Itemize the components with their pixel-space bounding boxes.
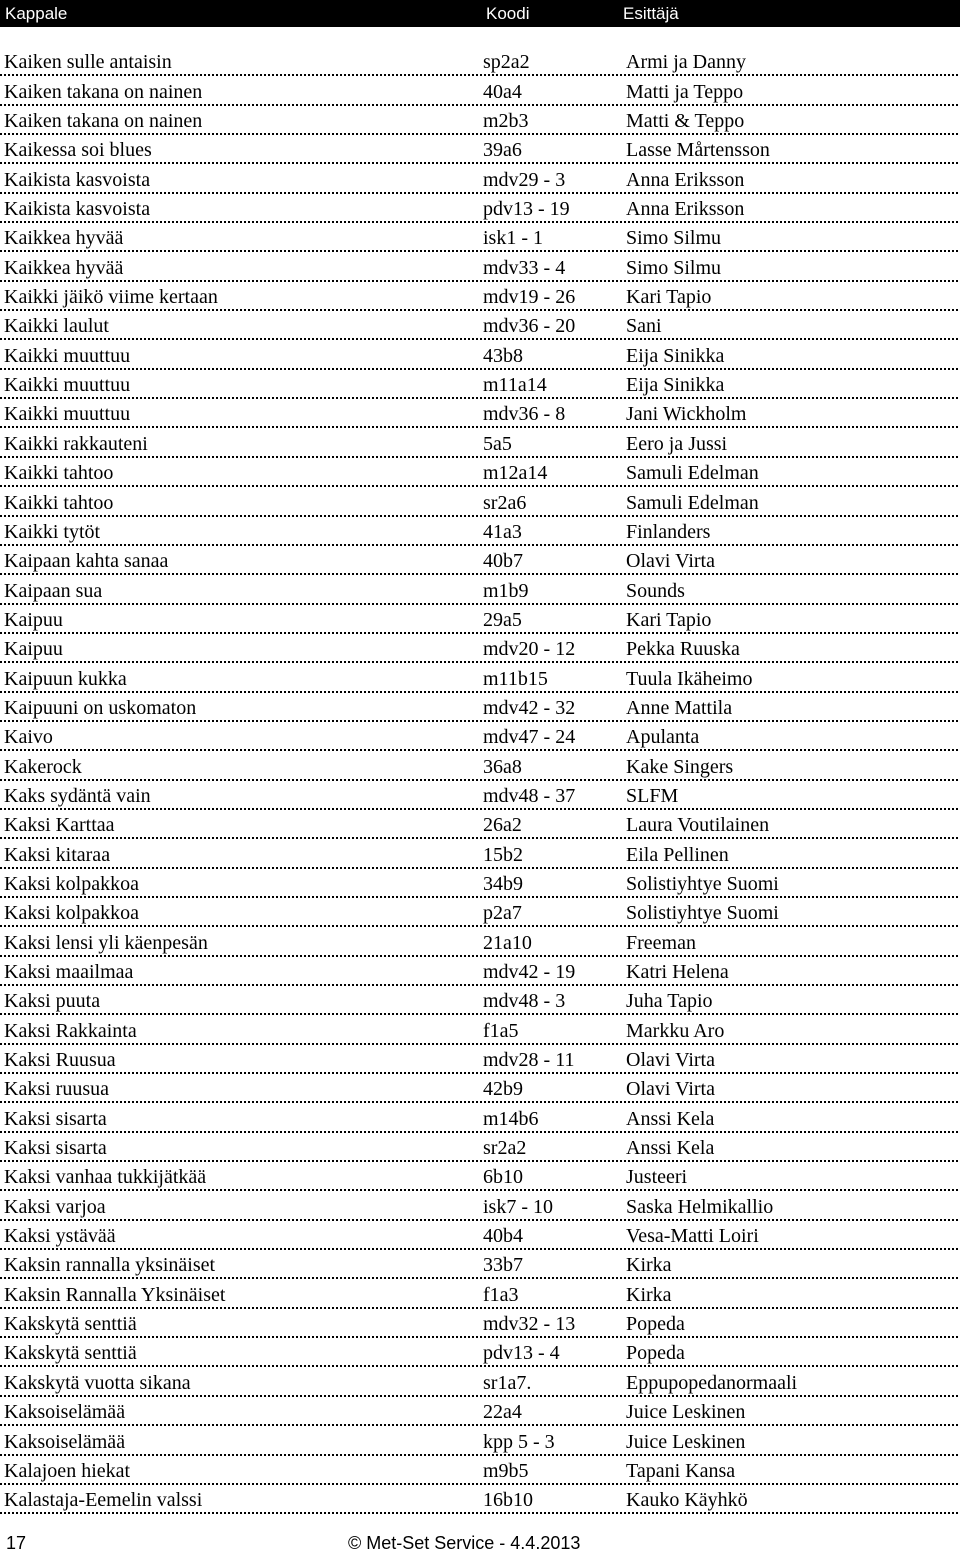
table-row [0,194,958,223]
table-row [0,1162,958,1191]
artist-name: Sounds [626,579,685,602]
table-row [0,252,958,281]
song-title: Kaipaan kahta sanaa [4,550,169,573]
song-title: Kaksi sisarta [4,1137,107,1160]
song-code: 40b7 [483,550,523,573]
artist-name: Juice Leskinen [626,1401,746,1424]
table-row [0,927,958,956]
artist-name: Sani [626,315,662,338]
song-code: m9b5 [483,1459,529,1482]
song-title: Kaksi Karttaa [4,814,115,837]
song-title: Kaikista kasvoista [4,168,151,191]
song-title: Kaikista kasvoista [4,198,151,221]
table-row [0,135,958,164]
table-row [0,1426,958,1455]
song-title: Kaksi puuta [4,990,101,1013]
song-code: 41a3 [483,520,522,543]
song-code: mdv42 - 32 [483,696,576,719]
song-code: p2a7 [483,902,522,925]
song-code: pdv13 - 4 [483,1342,560,1365]
table-row [0,106,958,135]
song-code: mdv32 - 13 [483,1313,576,1336]
table-row [0,1103,958,1132]
table-row [0,781,958,810]
artist-name: Samuli Edelman [626,462,759,485]
footer-credit: © Met-Set Service - 4.4.2013 [348,1533,581,1553]
song-code: mdv42 - 19 [483,961,576,983]
song-title: Kaikessa soi blues [4,139,152,162]
table-row [0,1456,958,1485]
song-title: Kakskytä senttiä [4,1313,137,1336]
song-title: Kaiken takana on nainen [4,110,203,133]
artist-name: Eero ja Jussi [626,432,728,455]
table-row [0,311,958,340]
artist-name: Eila Pellinen [626,843,729,866]
table-row [0,1191,958,1220]
artist-name: Eija Sinikka [626,374,725,397]
column-header-artist: Esittäjä [623,4,679,23]
artist-name: Juha Tapio [626,990,713,1013]
song-code: pdv13 - 19 [483,198,570,221]
artist-name: Laura Voutilainen [626,814,770,837]
table-row [0,869,958,898]
table-row [0,47,958,76]
song-code: 5a5 [483,432,512,455]
table-row [0,1279,958,1308]
table-row [0,370,958,399]
song-title: Kaksi vanhaa tukkijätkää [4,1166,207,1189]
table-row [0,957,958,986]
artist-name: Popeda [626,1313,685,1336]
song-title: Kaksi maailmaa [4,961,134,983]
artist-name: Armi ja Danny [626,51,746,74]
song-title: Kakskytä vuotta sikana [4,1371,191,1394]
song-code: m11b15 [483,667,548,690]
table-row [0,1367,958,1396]
table-row [0,1045,958,1074]
table-row [0,898,958,927]
artist-name: Samuli Edelman [626,491,759,514]
table-row [0,164,958,193]
song-title: Kakskytä senttiä [4,1342,137,1365]
song-code: sr2a6 [483,491,527,514]
song-title: Kaipuun kukka [4,667,127,690]
song-title: Kaikki tytöt [4,520,101,543]
song-code: sr2a2 [483,1137,527,1160]
artist-name: Jani Wickholm [626,403,747,426]
table-row [0,517,958,546]
artist-name: Justeeri [626,1166,688,1189]
song-title: Kaipuu [4,638,63,661]
song-title: Kaivo [4,726,53,749]
table-row [0,1133,958,1162]
song-code: m2b3 [483,110,529,133]
table-row [0,1338,958,1367]
song-title: Kaipuu [4,608,63,631]
table-row [0,223,958,252]
artist-name: Eppupopedanormaali [626,1371,798,1394]
song-code: mdv20 - 12 [483,638,576,661]
song-code: 26a2 [483,814,522,837]
artist-name: Finlanders [626,520,711,543]
table-row [0,693,958,722]
song-title: Kaikki rakkauteni [4,432,148,455]
artist-name: Apulanta [626,726,700,749]
table-row [0,546,958,575]
song-title: Kaikki tahtoo [4,462,114,485]
table-row [0,76,958,105]
table-row [0,428,958,457]
song-title: Kaipuuni on uskomaton [4,696,197,719]
song-title: Kaikki muuttuu [4,374,131,397]
artist-name: Pekka Ruuska [626,638,740,661]
artist-name: Anna Eriksson [626,198,745,221]
song-title: Kaipaan sua [4,579,103,602]
song-title: Kaksi kolpakkoa [4,902,139,925]
song-code: f1a5 [483,1019,519,1042]
song-title: Kaksin rannalla yksinäiset [4,1254,216,1277]
song-title: Kaks sydäntä vain [4,784,151,807]
table-row [0,282,958,311]
table-row [0,1250,958,1279]
song-code: mdv47 - 24 [483,726,576,749]
song-code: 39a6 [483,139,522,162]
song-code: 6b10 [483,1166,523,1189]
artist-name: Katri Helena [626,961,729,983]
song-title: Kaikki jäikö viime kertaan [4,286,218,309]
song-code: mdv19 - 26 [483,286,576,309]
song-code: kpp 5 - 3 [483,1430,555,1453]
column-header-bar [0,0,960,27]
song-title: Kaksin Rannalla Yksinäiset [4,1283,226,1306]
artist-name: Kari Tapio [626,286,712,309]
artist-name: Markku Aro [626,1019,725,1042]
song-code: isk7 - 10 [483,1195,553,1218]
song-title: Kalajoen hiekat [4,1459,131,1482]
artist-name: Matti & Teppo [626,110,745,133]
table-row [0,1485,958,1514]
song-title: Kaksi kitaraa [4,843,111,866]
song-table [0,47,958,1514]
table-row [0,1221,958,1250]
song-title: Kaksi Rakkainta [4,1019,137,1042]
page-footer [0,1533,960,1554]
table-row [0,575,958,604]
song-code: mdv36 - 8 [483,403,566,426]
artist-name: Saska Helmikallio [626,1195,774,1218]
song-code: 21a10 [483,931,532,954]
table-row [0,605,958,634]
artist-name: Simo Silmu [626,227,722,250]
song-title: Kaksoiselämää [4,1401,126,1424]
artist-name: Olavi Virta [626,1078,715,1101]
song-title: Kaksi sisarta [4,1107,107,1130]
song-title: Kaikki tahtoo [4,491,114,514]
table-row [0,839,958,868]
artist-name: Solistiyhtye Suomi [626,902,779,925]
song-title: Kaksi Ruusua [4,1049,116,1072]
song-title: Kaksi varjoa [4,1195,106,1218]
artist-name: Freeman [626,931,696,954]
song-code: mdv48 - 3 [483,990,566,1013]
artist-name: SLFM [626,784,679,807]
table-row [0,663,958,692]
artist-name: Solistiyhtye Suomi [626,872,779,895]
artist-name: Tapani Kansa [626,1459,736,1482]
song-title: Kaksoiselämää [4,1430,126,1453]
song-code: mdv29 - 3 [483,168,566,191]
song-title: Kaksi kolpakkoa [4,872,139,895]
song-code: 42b9 [483,1078,523,1101]
song-code: f1a3 [483,1283,519,1306]
artist-name: Eija Sinikka [626,344,725,367]
table-row [0,751,958,780]
table-row [0,634,958,663]
song-code: m12a14 [483,462,548,485]
artist-name: Kirka [626,1254,672,1277]
artist-name: Matti ja Teppo [626,80,744,103]
song-code: 40b4 [483,1225,523,1248]
artist-name: Kauko Käyhkö [626,1489,748,1512]
song-title: Kaksi ruusua [4,1078,109,1101]
table-row [0,1309,958,1338]
song-title: Kaikki muuttuu [4,344,131,367]
song-code: 29a5 [483,608,522,631]
artist-name: Simo Silmu [626,256,722,279]
song-title: Kaikkea hyvää [4,256,124,279]
song-code: mdv48 - 37 [483,784,576,807]
table-row [0,986,958,1015]
song-code: mdv33 - 4 [483,256,566,279]
song-code: 15b2 [483,843,523,866]
artist-name: Kirka [626,1283,672,1306]
artist-name: Popeda [626,1342,685,1365]
column-header-song: Kappale [5,4,68,23]
song-code: mdv28 - 11 [483,1049,575,1072]
artist-name: Anna Eriksson [626,168,745,191]
artist-name: Anssi Kela [626,1107,715,1130]
artist-name: Anssi Kela [626,1137,715,1160]
artist-name: Anne Mattila [626,696,733,719]
artist-name: Kake Singers [626,755,734,778]
song-code: 22a4 [483,1401,522,1424]
song-code: isk1 - 1 [483,227,543,250]
song-code: 40a4 [483,80,522,103]
song-code: 36a8 [483,755,522,778]
page-number: 17 [6,1533,27,1553]
song-title: Kaksi lensi yli käenpesän [4,931,208,954]
song-title: Kaiken sulle antaisin [4,51,172,74]
artist-name: Lasse Mårtensson [626,139,770,162]
song-code: m14b6 [483,1107,539,1130]
table-row [0,810,958,839]
song-title: Kaksi ystävää [4,1225,116,1248]
artist-name: Juice Leskinen [626,1430,746,1453]
artist-name: Olavi Virta [626,550,715,573]
table-row [0,399,958,428]
artist-name: Olavi Virta [626,1049,715,1072]
column-header-code: Koodi [486,4,530,23]
song-title: Kaiken takana on nainen [4,80,203,103]
table-row [0,722,958,751]
table-row [0,487,958,516]
song-code: sr1a7. [483,1371,532,1394]
song-code: m1b9 [483,579,529,602]
song-code: 34b9 [483,872,523,895]
artist-name: Tuula Ikäheimo [626,667,753,690]
song-code: sp2a2 [483,51,530,74]
artist-name: Vesa-Matti Loiri [626,1225,759,1248]
table-row [0,458,958,487]
song-code: 16b10 [483,1489,533,1512]
song-code: 33b7 [483,1254,523,1277]
song-title: Kakerock [4,755,82,778]
table-row [0,1015,958,1044]
table-row [0,1397,958,1426]
song-title: Kaikkea hyvää [4,227,124,250]
song-title: Kaikki laulut [4,315,109,338]
song-code: 43b8 [483,344,523,367]
song-title: Kalastaja-Eemelin valssi [4,1489,203,1512]
song-title: Kaikki muuttuu [4,403,131,426]
song-code: m11a14 [483,374,547,397]
table-row [0,1074,958,1103]
song-code: mdv36 - 20 [483,315,576,338]
artist-name: Kari Tapio [626,608,712,631]
table-row [0,340,958,369]
